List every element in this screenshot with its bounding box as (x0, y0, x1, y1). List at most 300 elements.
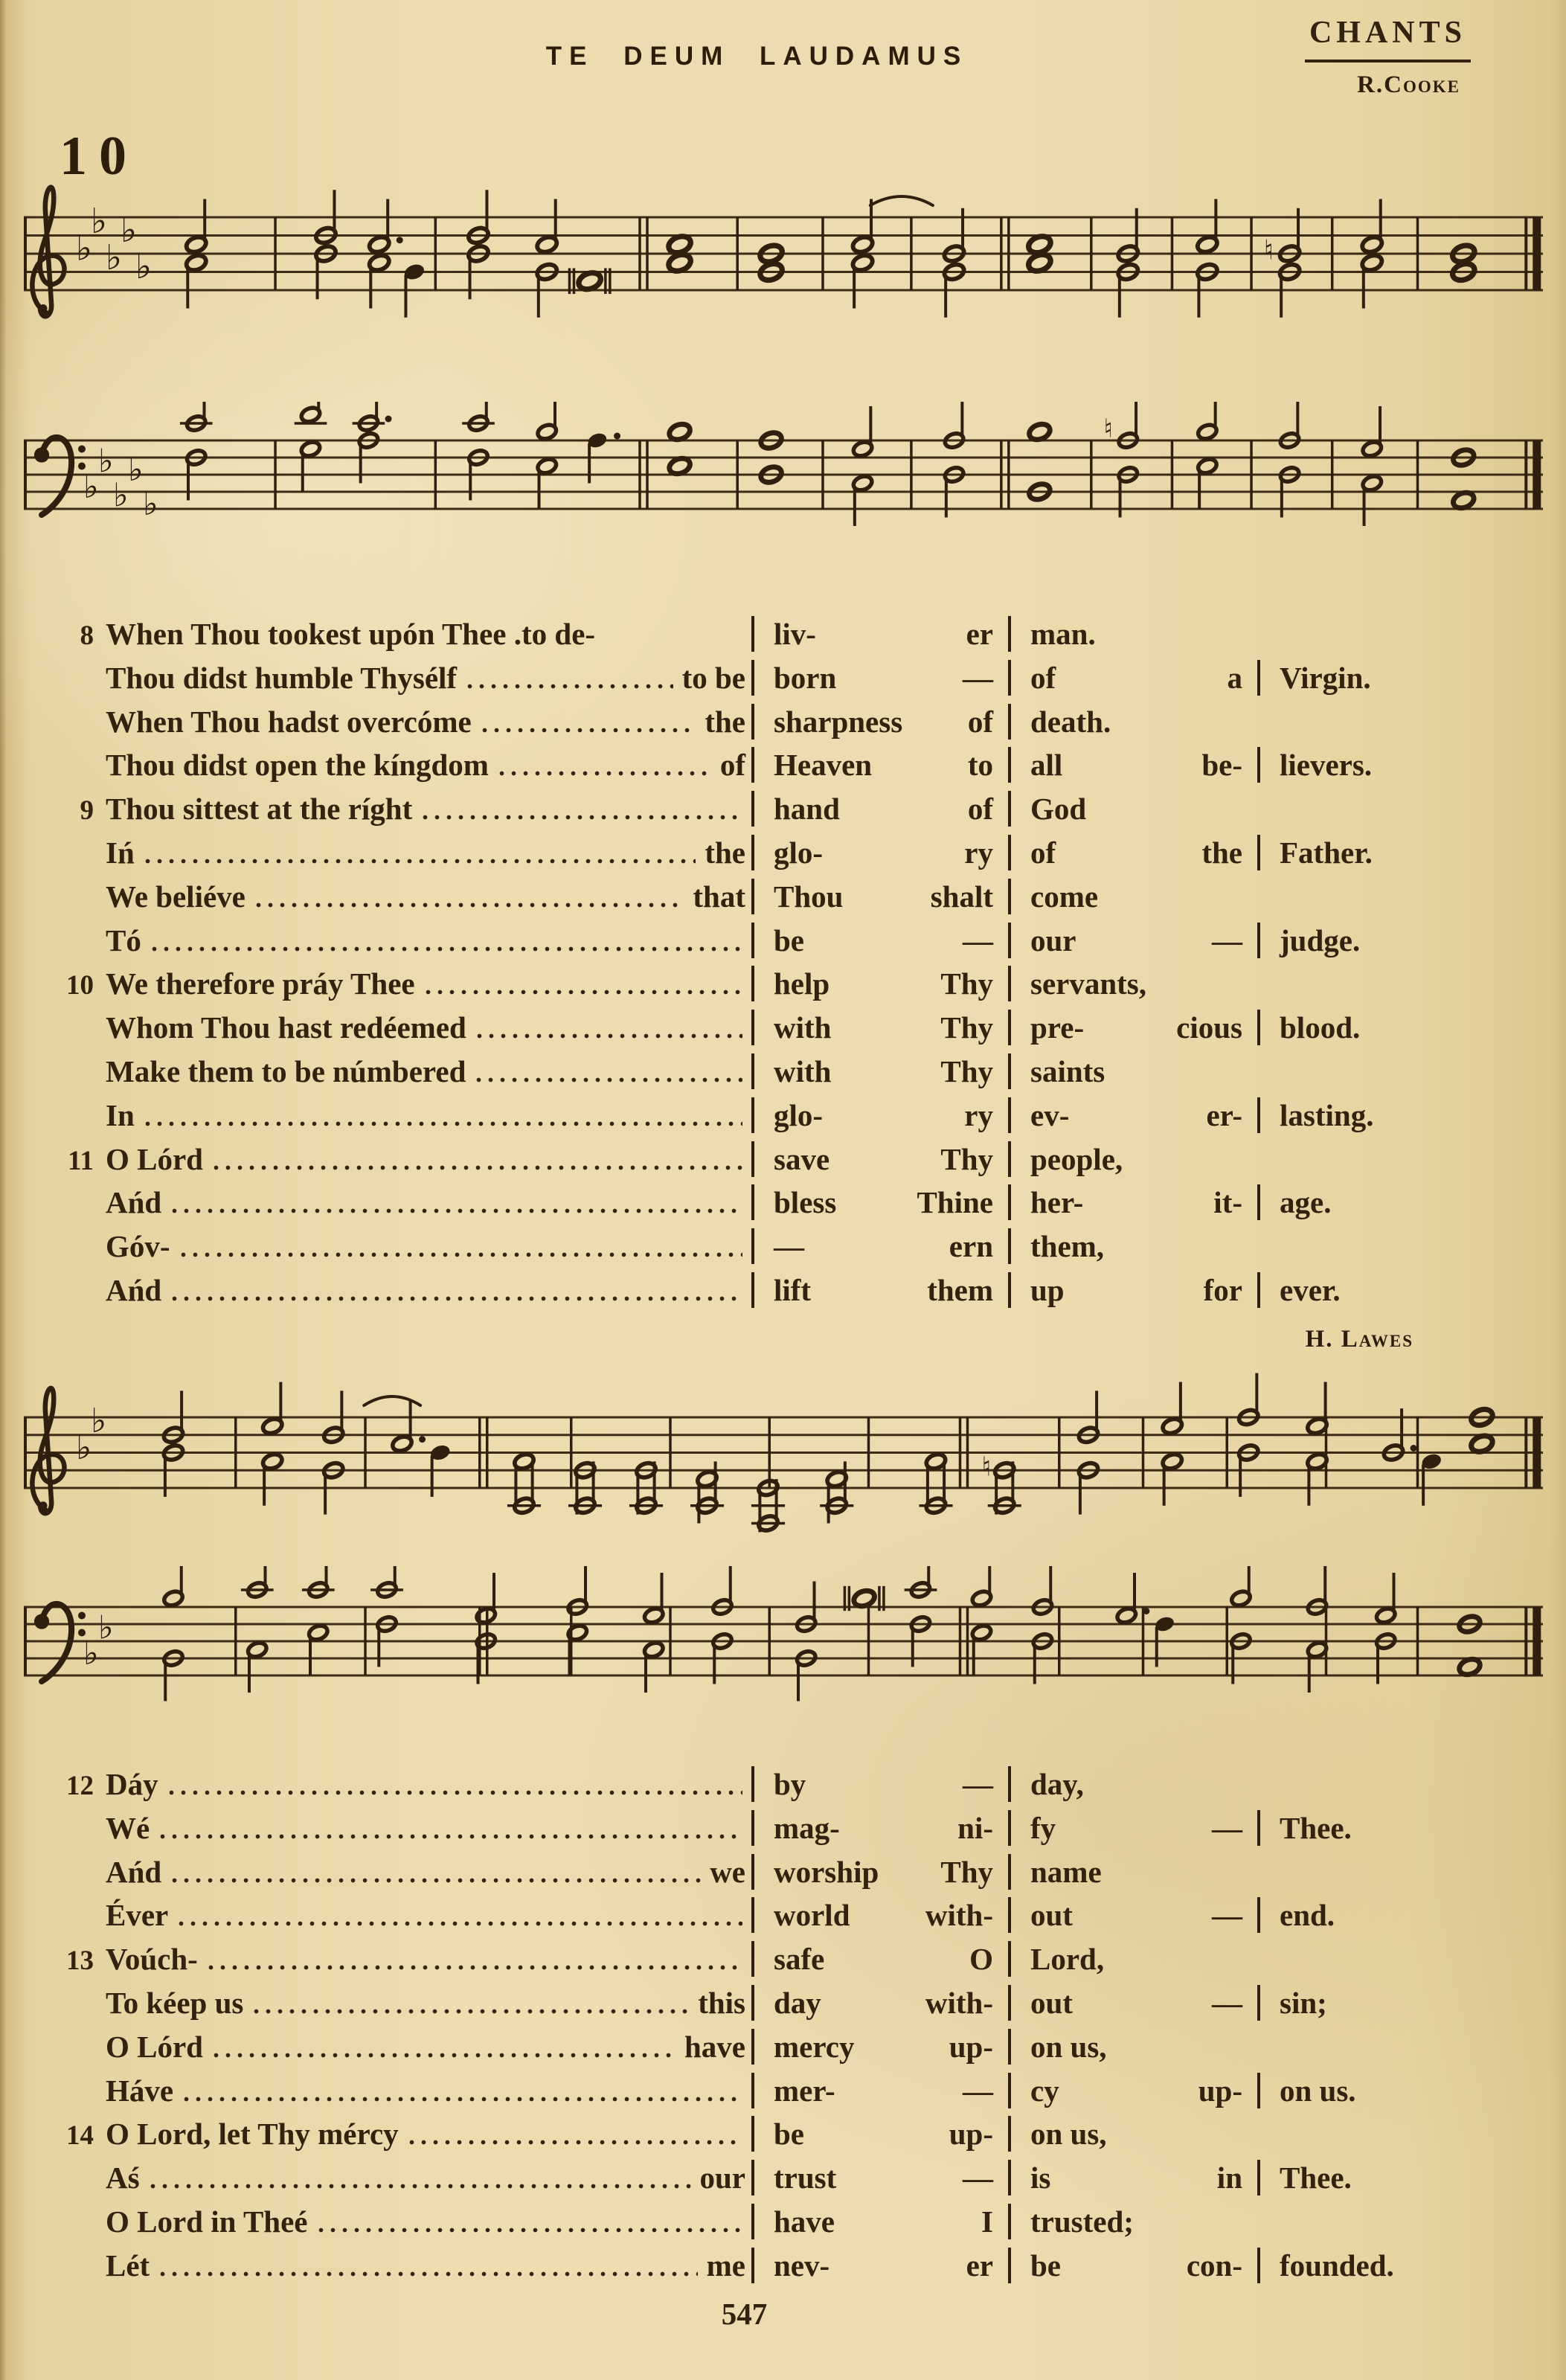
chant-syllable: with- (925, 1898, 993, 1933)
svg-text:♭: ♭ (91, 200, 107, 241)
verse-lead-text: O Lord, let Thy mércy (106, 2117, 399, 2152)
pointing-segment-2 (1008, 1897, 1257, 1933)
chant-syllable: be (774, 923, 804, 958)
composer-name-cooke: R.Cooke (1357, 71, 1460, 98)
chant-syllable: Heaven (774, 748, 873, 783)
pointing-segment-2 (1008, 1184, 1257, 1220)
chant-syllable: — (1212, 1985, 1242, 2020)
pointing-segment-1 (751, 1985, 1008, 2021)
chant-syllable: sharpness (774, 704, 903, 739)
music-system2-bass-staff (21, 1566, 1546, 1752)
chant-syllable: worship (774, 1854, 879, 1889)
chant-syllable: her- (1030, 1185, 1084, 1220)
verse-recitation-text (106, 1141, 751, 1177)
chant-syllable: come (1030, 879, 1099, 914)
dotted-leader (318, 2227, 743, 2233)
verse-line (52, 2073, 1536, 2117)
chant-syllable: — (1212, 1898, 1242, 1933)
verse-lead-text: Góv- (106, 1229, 170, 1264)
dotted-leader (467, 684, 673, 689)
chant-syllable: be (1030, 2248, 1061, 2283)
chant-syllable: help (774, 966, 830, 1001)
chant-syllable: people, (1030, 1141, 1123, 1176)
verse-recitation-text (106, 1897, 751, 1933)
svg-text:♭: ♭ (113, 476, 129, 515)
chant-syllable: ry (964, 835, 993, 870)
verse-recitation-text (106, 2204, 751, 2239)
chant-syllable: up (1030, 1272, 1065, 1307)
chant-syllable: nev- (774, 2248, 830, 2283)
chant-syllable: bless (774, 1185, 837, 1220)
verse-line (52, 1097, 1536, 1141)
chant-syllable: — (774, 1229, 804, 1264)
chant-syllable: Father. (1280, 835, 1373, 870)
verse-line (52, 660, 1536, 704)
verse-number: 9 (80, 795, 94, 827)
pointing-segment-3 (1257, 1184, 1536, 1220)
pointing-segment-2 (1008, 1228, 1257, 1264)
dotted-leader (152, 946, 742, 952)
dotted-leader (482, 728, 696, 733)
chant-syllable: liv- (774, 617, 816, 651)
verse-recitation-text (106, 1985, 751, 2021)
pointing-segment-1 (751, 1097, 1008, 1133)
pointing-segment-1 (751, 2204, 1008, 2239)
chant-syllable: glo- (774, 835, 824, 870)
pointing-segment-1 (751, 2160, 1008, 2195)
pointing-segment-1 (751, 2248, 1008, 2283)
chant-syllable: up- (949, 2117, 993, 2152)
verse-recitation-text (106, 1228, 751, 1264)
verse-line (52, 1228, 1536, 1272)
chant-syllable: Thine (917, 1185, 993, 1220)
pointing-segment-3 (1257, 2248, 1536, 2283)
chant-syllable: ry (964, 1097, 993, 1132)
chant-syllable: cious (1176, 1010, 1242, 1045)
verse-line (52, 2248, 1536, 2291)
svg-text:♮: ♮ (1263, 234, 1274, 266)
chant-syllable: Thy (940, 1010, 993, 1045)
dotted-leader (179, 1921, 742, 1926)
svg-text:♭: ♭ (106, 237, 122, 278)
pointing-segment-1 (751, 1897, 1008, 1933)
chant-syllable: trust (774, 2161, 837, 2195)
chant-syllable: a (1227, 660, 1242, 695)
verse-recitation-text (106, 966, 751, 1001)
chant-syllable: man. (1030, 617, 1096, 651)
verse-line (52, 2204, 1536, 2248)
verse-lead-text: Éver (106, 1898, 169, 1933)
chant-syllable: — (1212, 1810, 1242, 1845)
pointing-segment-1 (751, 1228, 1008, 1264)
chant-syllable: to (967, 748, 993, 783)
pointing-segment-2 (1008, 1941, 1257, 1977)
chant-syllable: is (1030, 2161, 1051, 2195)
svg-text:♭: ♭ (143, 485, 158, 524)
verse-lead-text: Whom Thou hast redéemed (106, 1010, 466, 1045)
composer-name-lawes: H. Lawes (1305, 1326, 1413, 1353)
chant-syllable: trusted; (1030, 2204, 1134, 2239)
pointing-segment-1 (751, 1010, 1008, 1045)
treble-clef-staff-svg (21, 1361, 1546, 1570)
pointing-segment-2 (1008, 2116, 1257, 2152)
pointing-segment-1 (751, 791, 1008, 827)
verse-line (52, 1854, 1536, 1898)
chant-syllable: saints (1030, 1053, 1105, 1088)
pointing-segment-2 (1008, 1854, 1257, 1890)
pointing-segment-3 (1257, 835, 1536, 870)
dotted-leader (256, 902, 684, 908)
verse-line (52, 2160, 1536, 2204)
verse-recitation-text (106, 704, 751, 740)
verse-lead-end-word: we (710, 1854, 745, 1889)
verse-lead-text: Ańd (106, 1185, 162, 1220)
verse-lead-end-word: to be (681, 660, 745, 695)
svg-text:♭: ♭ (98, 1608, 114, 1647)
chant-syllable: — (963, 660, 993, 695)
chant-syllable: Thee. (1280, 2161, 1352, 2195)
dotted-leader (208, 1965, 742, 1970)
chant-syllable: God (1030, 792, 1087, 827)
dotted-leader (145, 859, 696, 864)
chant-syllable: up- (949, 2029, 993, 2064)
verse-lead-text: Háve (106, 2073, 174, 2108)
chant-syllable: of (967, 792, 993, 827)
chant-syllable: age. (1280, 1185, 1332, 1220)
chant-syllable: be- (1201, 748, 1242, 783)
pointing-segment-3 (1257, 1810, 1536, 1846)
pointing-segment-1 (751, 747, 1008, 783)
pointing-segment-3 (1257, 2160, 1536, 2195)
pointing-segment-2 (1008, 923, 1257, 958)
verse-lead-text: Ańd (106, 1854, 162, 1889)
pointing-segment-3 (1257, 2073, 1536, 2108)
chant-syllable: ev- (1030, 1097, 1070, 1132)
verse-block-cooke (52, 616, 1536, 1316)
verse-lead-end-word: the (705, 835, 745, 870)
chant-syllable: — (963, 923, 993, 958)
chant-syllable: er (966, 2248, 993, 2283)
chant-syllable: er (966, 617, 993, 651)
dotted-leader (214, 1165, 742, 1170)
chant-syllable: Thou (774, 879, 844, 914)
music-system1-treble-staff (21, 171, 1546, 379)
verse-lead-text: Ańd (106, 1272, 162, 1307)
verse-recitation-text (106, 1010, 751, 1045)
pointing-segment-2 (1008, 879, 1257, 914)
dotted-leader (423, 815, 742, 820)
verse-recitation-text (106, 1854, 751, 1890)
chant-syllable: day (774, 1985, 821, 2020)
pointing-segment-1 (751, 1053, 1008, 1089)
pointing-segment-2 (1008, 1141, 1257, 1177)
verse-recitation-text (106, 1941, 751, 1977)
music-system2-treble-staff (21, 1361, 1546, 1570)
verse-lead-text: Lét (106, 2248, 150, 2283)
chant-syllable: Virgin. (1280, 660, 1371, 695)
verse-line (52, 791, 1536, 835)
pointing-segment-2 (1008, 1985, 1257, 2021)
dotted-leader (169, 1790, 742, 1795)
pointing-segment-1 (751, 835, 1008, 870)
verse-line (52, 747, 1536, 791)
svg-text:♭: ♭ (83, 1635, 99, 1673)
chant-syllable: cy (1030, 2073, 1059, 2108)
pointing-segment-2 (1008, 2204, 1257, 2239)
verse-lead-text: To kéep us (106, 1985, 244, 2020)
chant-syllable: fy (1030, 1810, 1056, 1845)
dotted-leader (409, 2140, 742, 2145)
verse-lead-text: We beliéve (106, 879, 246, 914)
verse-line (52, 1897, 1536, 1941)
pointing-segment-1 (751, 966, 1008, 1001)
verse-lead-end-word: that (693, 879, 745, 914)
chant-syllable: be (774, 2117, 804, 2152)
verse-line (52, 1941, 1536, 1985)
chant-syllable: for (1203, 1272, 1242, 1307)
verse-recitation-text (106, 2160, 751, 2195)
chant-syllable: with (774, 1053, 832, 1088)
verse-lead-end-word: the (705, 704, 745, 739)
chant-syllable: con- (1186, 2248, 1242, 2283)
chant-syllable: our (1030, 923, 1076, 958)
verse-lead-end-word: our (699, 2161, 745, 2195)
chant-syllable: servants, (1030, 966, 1147, 1001)
chant-syllable: hand (774, 792, 840, 827)
chant-syllable: Thy (940, 966, 993, 1001)
chant-syllable: out (1030, 1898, 1073, 1933)
verse-recitation-text (106, 2029, 751, 2065)
pointing-segment-1 (751, 704, 1008, 740)
chant-syllable: it- (1213, 1185, 1242, 1220)
pointing-segment-2 (1008, 2029, 1257, 2065)
chant-syllable: mer- (774, 2073, 835, 2108)
chant-syllable: ni- (957, 1810, 993, 1845)
treble-clef-staff-svg (21, 171, 1546, 379)
pointing-segment-1 (751, 616, 1008, 652)
verse-lead-text: Make them to be númbered (106, 1053, 466, 1088)
verse-line (52, 835, 1536, 879)
pointing-segment-2 (1008, 2160, 1257, 2195)
dotted-leader (181, 1252, 742, 1257)
verse-line (52, 966, 1536, 1010)
chant-syllable: death. (1030, 704, 1111, 739)
verse-lead-text: Tó (106, 923, 141, 958)
page-title: TE DEUM LAUDAMUS (545, 42, 969, 71)
pointing-segment-3 (1257, 1272, 1536, 1308)
verse-lead-end-word: this (698, 1985, 745, 2020)
chant-syllable: er- (1206, 1097, 1242, 1132)
chant-syllable: Lord, (1030, 1942, 1105, 1977)
verse-number: 11 (68, 1145, 94, 1176)
pointing-segment-1 (751, 660, 1008, 696)
chant-syllable: — (963, 1767, 993, 1801)
pointing-segment-2 (1008, 1272, 1257, 1308)
pointing-segment-2 (1008, 2073, 1257, 2108)
verse-number: 10 (66, 970, 94, 1001)
pointing-segment-2 (1008, 747, 1257, 783)
verse-line (52, 1272, 1536, 1316)
bass-clef-staff-svg (21, 1566, 1546, 1752)
pointing-segment-2 (1008, 1097, 1257, 1133)
verse-recitation-text (106, 616, 751, 652)
dotted-leader (499, 771, 711, 776)
chant-syllable: lasting. (1280, 1097, 1374, 1132)
chant-syllable: Thy (940, 1854, 993, 1889)
verse-recitation-text (106, 1272, 751, 1308)
chant-syllable: with- (925, 1985, 993, 2020)
dotted-leader (160, 1834, 742, 1839)
pointing-segment-1 (751, 1141, 1008, 1177)
pointing-segment-2 (1008, 616, 1257, 652)
dotted-leader (150, 2184, 691, 2189)
verse-line (52, 879, 1536, 923)
verse-line (52, 1141, 1536, 1185)
verse-lead-end-word: of (719, 748, 745, 783)
chant-syllable: the (1201, 835, 1242, 870)
pointing-segment-3 (1257, 1985, 1536, 2021)
pointing-segment-2 (1008, 1053, 1257, 1089)
verse-line (52, 616, 1536, 660)
chant-syllable: of (1030, 835, 1056, 870)
chant-syllable: pre- (1030, 1010, 1085, 1045)
verse-recitation-text (106, 1097, 751, 1133)
pointing-segment-2 (1008, 704, 1257, 740)
verse-lead-text: When Thou hadst overcóme (106, 704, 472, 739)
pointing-segment-1 (751, 923, 1008, 958)
dotted-leader (172, 1208, 742, 1213)
pointing-segment-1 (751, 1272, 1008, 1308)
chant-syllable: — (963, 2161, 993, 2195)
verse-line (52, 1766, 1536, 1810)
verse-recitation-text (106, 835, 751, 870)
verse-lead-text: Thou didst humble Thysélf (106, 660, 458, 695)
pointing-segment-1 (751, 1766, 1008, 1802)
pointing-segment-3 (1257, 1010, 1536, 1045)
verse-lead-text: Thou didst open the kíngdom (106, 748, 489, 783)
verse-line (52, 1053, 1536, 1097)
chant-syllable: name (1030, 1854, 1102, 1889)
chant-number: 10 (60, 126, 138, 187)
verse-lead-text: Aś (106, 2161, 140, 2195)
verse-number: 8 (80, 620, 94, 651)
dotted-leader (184, 2097, 742, 2102)
verse-line (52, 1184, 1536, 1228)
verse-recitation-text (106, 879, 751, 914)
chant-syllable: I (981, 2204, 993, 2239)
verse-recitation-text (106, 1810, 751, 1846)
verse-number: 12 (66, 1771, 94, 1801)
verse-lead-text: When Thou tookest upón Thee .to de- (106, 617, 596, 651)
dotted-leader (476, 1077, 742, 1082)
svg-text:♭: ♭ (121, 210, 137, 251)
chant-syllable: day, (1030, 1767, 1084, 1801)
dotted-leader (160, 2271, 697, 2277)
verse-lead-text: Wé (106, 1810, 150, 1845)
pointing-segment-2 (1008, 1766, 1257, 1802)
chant-syllable: have (774, 2204, 835, 2239)
verse-line (52, 1985, 1536, 2029)
pointing-segment-3 (1257, 1897, 1536, 1933)
chant-syllable: up- (1198, 2073, 1242, 2108)
pointing-segment-1 (751, 2116, 1008, 2152)
verse-recitation-text (106, 660, 751, 696)
bass-clef-staff-svg (21, 402, 1546, 588)
pointing-segment-2 (1008, 2248, 1257, 2283)
verse-lead-text: O Lórd (106, 2029, 203, 2064)
chant-syllable: glo- (774, 1097, 824, 1132)
chant-syllable: sin; (1280, 1985, 1327, 2020)
chant-syllable: by (774, 1767, 806, 1801)
chant-syllable: mercy (774, 2029, 855, 2064)
dotted-leader (254, 2009, 689, 2014)
chant-syllable: in (1216, 2161, 1242, 2195)
verse-lead-text: O Lord in Theé (106, 2204, 308, 2239)
chant-syllable: — (963, 2073, 993, 2108)
music-system1-bass-staff (21, 402, 1546, 588)
pointing-segment-1 (751, 2029, 1008, 2065)
chant-syllable: Thy (940, 1141, 993, 1176)
verse-block-lawes (52, 1766, 1536, 2291)
verse-number: 14 (66, 2120, 94, 2152)
verse-lead-text: Dáy (106, 1767, 158, 1801)
chant-syllable: with (774, 1010, 832, 1045)
svg-text:♭: ♭ (135, 246, 152, 287)
pointing-segment-2 (1008, 791, 1257, 827)
chant-syllable: judge. (1280, 923, 1361, 958)
svg-text:♭: ♭ (128, 451, 144, 490)
chant-syllable: world (774, 1898, 850, 1933)
verse-lead-text: Voúch- (106, 1942, 198, 1977)
chant-syllable: blood. (1280, 1010, 1361, 1045)
chant-syllable: safe (774, 1942, 825, 1977)
verse-lead-end-word: me (706, 2248, 745, 2283)
chant-syllable: them, (1030, 1229, 1105, 1264)
verse-line (52, 923, 1536, 966)
dotted-leader (172, 1878, 701, 1883)
svg-text:♭: ♭ (83, 468, 99, 507)
verse-recitation-text (106, 747, 751, 783)
chant-syllable: lievers. (1280, 748, 1373, 783)
chant-syllable: mag- (774, 1810, 840, 1845)
chant-syllable: on us, (1030, 2117, 1107, 2152)
page-number: 547 (721, 2297, 768, 2331)
pointing-segment-1 (751, 879, 1008, 914)
pointing-segment-2 (1008, 835, 1257, 870)
verse-number: 13 (66, 1946, 94, 1977)
dotted-leader (145, 1121, 742, 1126)
verse-recitation-text (106, 923, 751, 958)
pointing-segment-2 (1008, 1810, 1257, 1846)
dotted-leader (214, 2053, 676, 2058)
chant-syllable: Thee. (1280, 1810, 1352, 1845)
verse-recitation-text (106, 2116, 751, 2152)
chant-syllable: Thy (940, 1053, 993, 1088)
chant-syllable: ern (949, 1229, 993, 1264)
svg-text:♭: ♭ (91, 1401, 107, 1441)
pointing-segment-2 (1008, 660, 1257, 696)
chant-syllable: lift (774, 1272, 812, 1307)
pointing-segment-1 (751, 1854, 1008, 1890)
verse-recitation-text (106, 791, 751, 827)
pointing-segment-1 (751, 1184, 1008, 1220)
verse-line (52, 704, 1536, 748)
verse-recitation-text (106, 1766, 751, 1802)
pointing-segment-1 (751, 1810, 1008, 1846)
svg-text:♮: ♮ (1103, 414, 1113, 444)
verse-recitation-text (106, 1053, 751, 1089)
verse-lead-end-word: have (684, 2029, 745, 2064)
